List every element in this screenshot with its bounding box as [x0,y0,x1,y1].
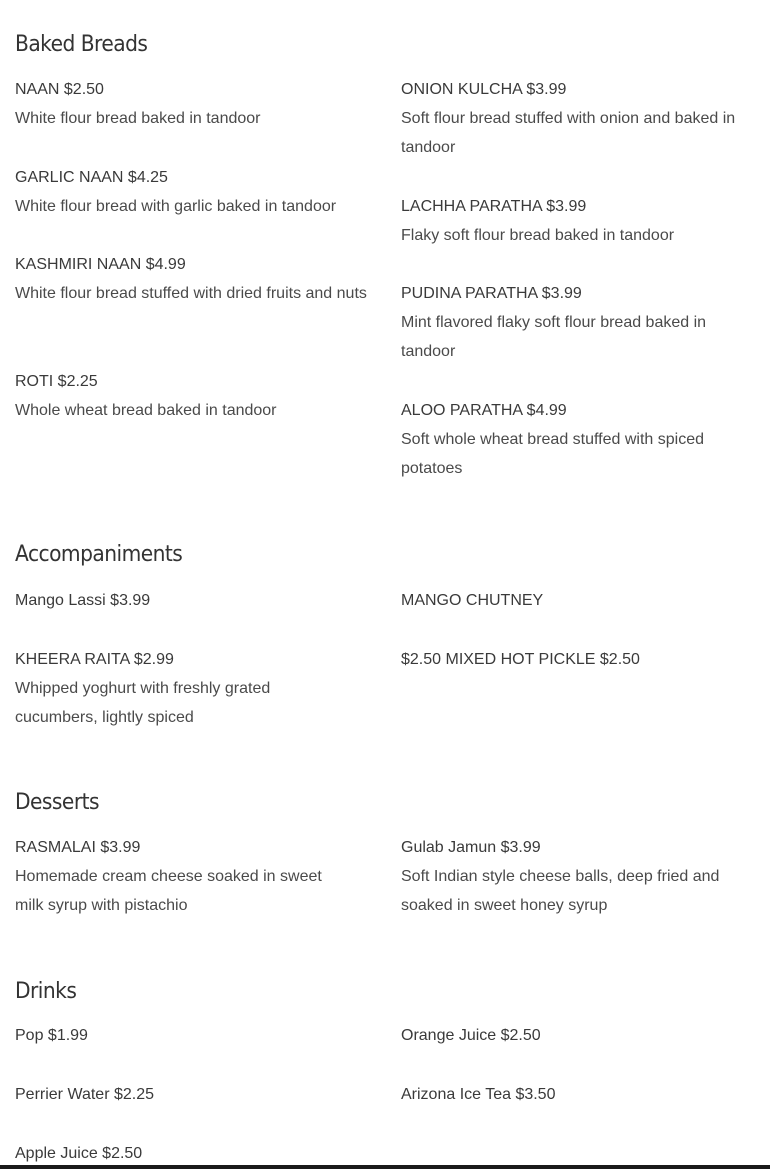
item-description: Mint flavored flaky soft flour bread baked in tandoor [401,314,707,360]
menu-item-lachha-paratha [401,192,753,250]
item-name: KHEERA RAITA $2.99 [15,651,174,668]
menu-item-gulab-jamun [401,833,753,920]
item-description: Soft Indian style cheese balls, deep fried and soaked in sweet honey syrup [401,868,720,914]
item-name: Apple Juice $2.50 [15,1145,143,1162]
menu-item-mixed-hot-pickle [401,645,753,674]
item-name: RASMALAI $3.99 [15,839,141,856]
item-description: White flour bread stuffed with dried fruits and nuts [15,285,367,302]
item-description: White flour bread baked in tandoor [15,110,261,127]
bottom-divider [0,1165,770,1169]
item-name: Gulab Jamun $3.99 [401,839,541,856]
menu-item-pudina-paratha [401,279,753,366]
item-name: MANGO CHUTNEY [401,592,544,609]
menu-item-perrier-water [15,1080,367,1109]
menu-item-mango-chutney [401,586,753,615]
menu-item-mango-lassi [15,586,367,615]
menu-item-naan [15,75,367,133]
item-name: ONION KULCHA $3.99 [401,81,567,98]
item-name: Perrier Water $2.25 [15,1086,155,1103]
menu-item-roti [15,367,367,425]
item-description: Homemade cream cheese soaked in sweet milk syrup with pistachio [15,868,322,914]
menu-item-kashmiri-naan [15,250,367,308]
menu-item-kheera-raita [15,645,367,732]
item-description: Soft flour bread stuffed with onion and baked in tandoor [401,110,736,156]
menu-item-pop [15,1021,367,1050]
menu-item-onion-kulcha [401,75,753,162]
menu-item-apple-juice [15,1139,367,1168]
item-name: Mango Lassi $3.99 [15,592,151,609]
item-name: $2.50 MIXED HOT PICKLE $2.50 [401,651,640,668]
menu-item-aloo-paratha [401,396,753,483]
item-name: Orange Juice $2.50 [401,1027,541,1044]
menu-item-garlic-naan [15,163,367,221]
item-name: Arizona Ice Tea $3.50 [401,1086,556,1103]
menu-item-orange-juice [401,1021,753,1050]
item-description: Whipped yoghurt with freshly grated cucumbers, lightly spiced [15,680,271,726]
section-title: Drinks [15,979,77,1004]
menu-item-arizona-ice-tea [401,1080,753,1109]
item-description: Whole wheat bread baked in tandoor [15,402,277,419]
item-description: White flour bread with garlic baked in tandoor [15,198,337,215]
item-name: PUDINA PARATHA $3.99 [401,285,582,302]
item-name: KASHMIRI NAAN $4.99 [15,256,186,273]
item-name: NAAN $2.50 [15,81,104,98]
item-description: Soft whole wheat bread stuffed with spiced potatoes [401,431,704,477]
section-title: Baked Breads [15,32,148,57]
item-name: GARLIC NAAN $4.25 [15,169,168,186]
item-description: Flaky soft flour bread baked in tandoor [401,227,675,244]
item-name: LACHHA PARATHA $3.99 [401,198,587,215]
menu-item-rasmalai [15,833,367,920]
item-name: Pop $1.99 [15,1027,88,1044]
section-title: Accompaniments [15,542,183,567]
item-name: ROTI $2.25 [15,373,98,390]
item-name: ALOO PARATHA $4.99 [401,402,567,419]
section-title: Desserts [15,790,99,815]
